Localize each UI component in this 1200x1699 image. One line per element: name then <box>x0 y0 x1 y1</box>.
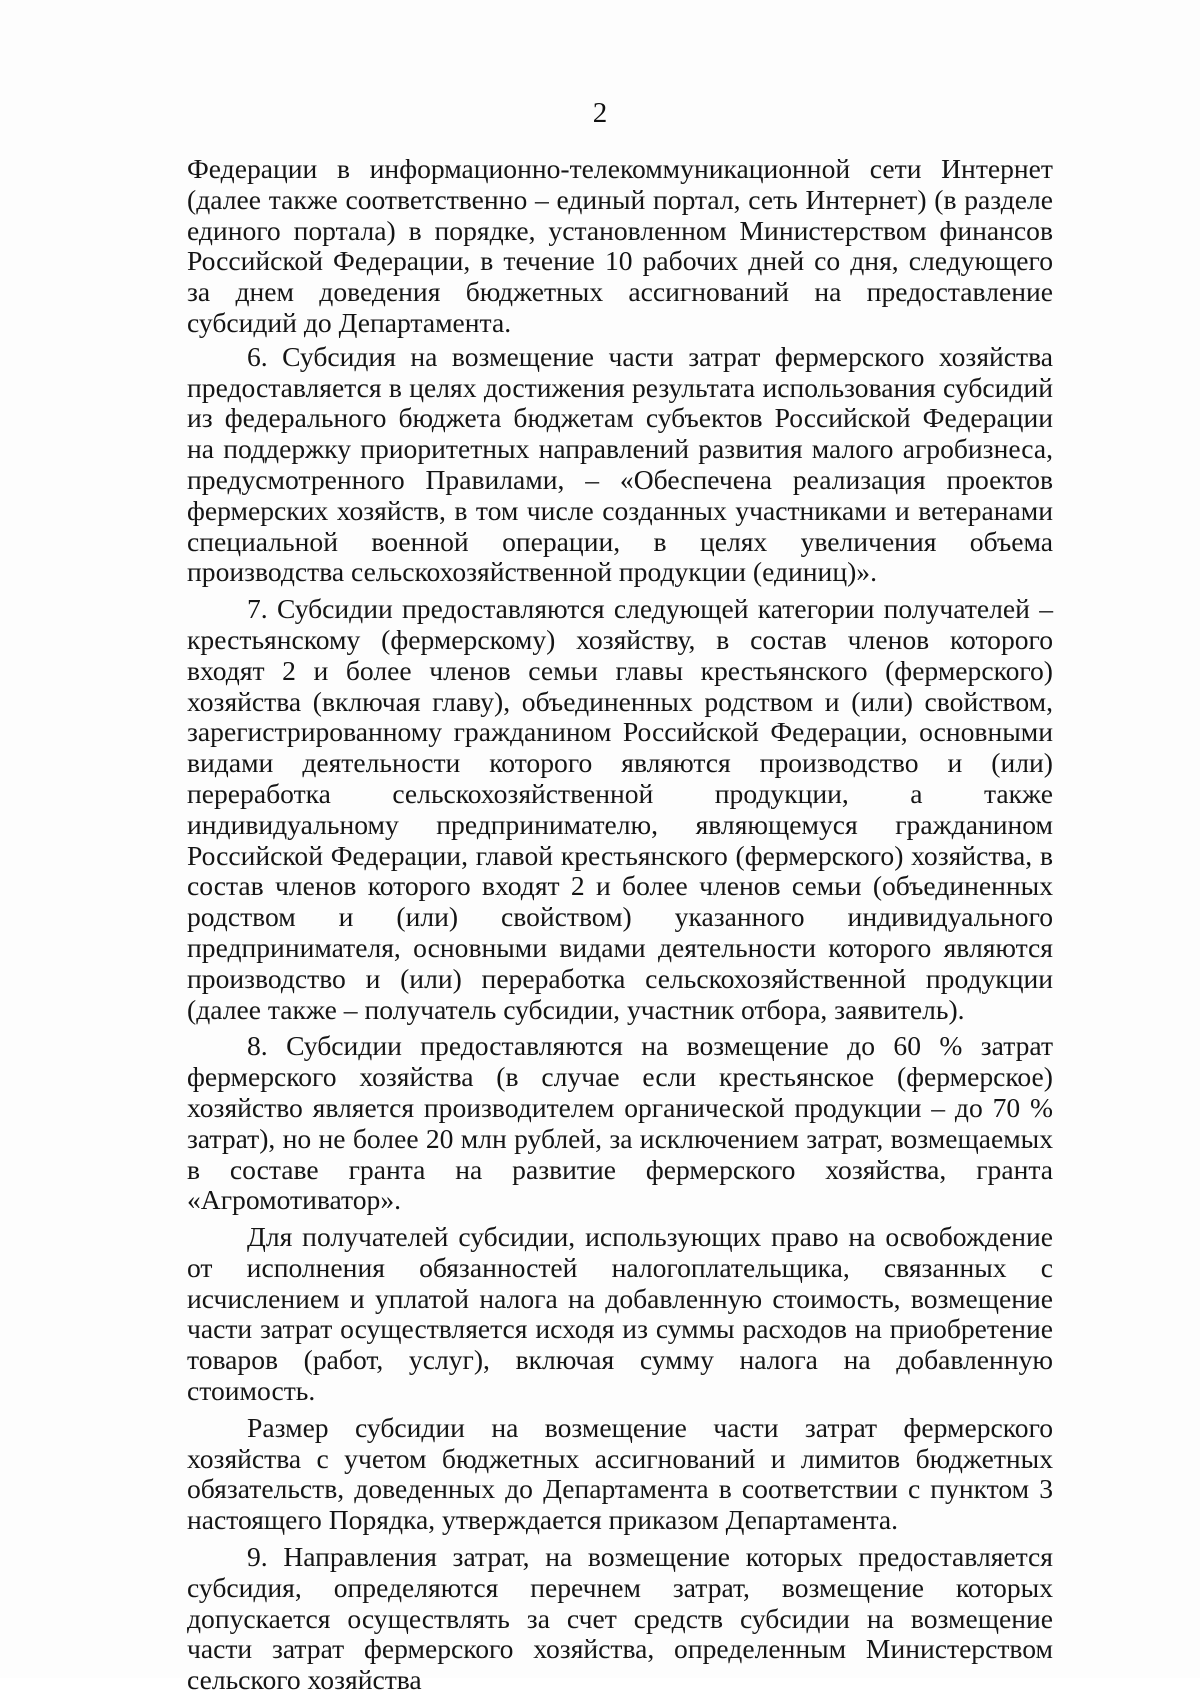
paragraph-vat-exemption: Для получателей субсидии, использующих право на освобождение от исполнения обязанностей налогоплательщика, связанных с исчислением и уплатой налога на добавленную стоимость, возмещение части затрат осуществляется исходя из суммы расходов на приобретение товаров (работ, услуг), включая сумму налога на добавленную стоимость. <box>187 1221 1053 1407</box>
paragraph-item-6: 6. Субсидия на возмещение части затрат фермерского хозяйства предоставляется в целях достижения результата использования субсидий из федерального бюджета бюджетам субъектов Российской Федерации на поддержку приоритетных направлений развития малого агробизнеса, предусмотренного Правилами, – «Обеспечена реализация проектов фермерских хозяйств, в том числе созданных участниками и ветеранами специальной военной операции, в целях увеличения объема производства сельскохозяйственной продукции (единиц)». <box>187 340 1053 588</box>
paragraph-continuation: Федерации в информационно-телекоммуникационной сети Интернет (далее также соответственно – единый портал, сеть Интернет) (в разделе единого портала) в порядке, установленном Министерством финансов Российской Федерации, в течение 10 рабочих дней со дня, следующего за днем доведения бюджетных ассигнований на предоставление субсидий до Департамента. <box>187 153 1053 338</box>
paragraph-item-7: 7. Субсидии предоставляются следующей категории получателей – крестьянскому (фермерскому) хозяйству, в состав членов которого входят 2 и более членов семьи главы крестьянского (фермерского) хозяйства (включая главу), объединенных родством и (или) свойством, зарегистрированному гражданином Российской Федерации, основными видами деятельности которого являются производство и (или) переработка сельскохозяйственной продукции, а также индивидуальному предпринимателю, являющемуся гражданином Российской Федерации, главой крестьянского (фермерского) хозяйства, в состав членов которого входят 2 и более членов семьи (объединенных родством и (или) свойством) указанного индивидуального предпринимателя, основными видами деятельности которого являются производство и (или) переработка сельскохозяйственной продукции (далее также – получатель субсидии, участник отбора, заявитель). <box>187 593 1053 1025</box>
page-number: 2 <box>592 97 608 129</box>
document-body <box>187 154 1053 1699</box>
paragraph-item-9: 9. Направления затрат, на возмещение которых предоставляется субсидия, определяются перечнем затрат, возмещение которых допускается осуществлять за счет средств субсидии на возмещение части затрат фермерского хозяйства, определенным Министерством сельского хозяйства <box>187 1541 1053 1696</box>
paragraph-item-8: 8. Субсидии предоставляются на возмещение до 60 % затрат фермерского хозяйства (в случае если крестьянское (фермерское) хозяйство является производителем органической продукции – до 70 % затрат), но не более 20 млн рублей, за исключением затрат, возмещаемых в составе гранта на развитие фермерского хозяйства, гранта «Агромотиватор». <box>187 1030 1053 1216</box>
paragraph-subsidy-size: Размер субсидии на возмещение части затрат фермерского хозяйства с учетом бюджетных ассигнований и лимитов бюджетных обязательств, доведенных до Департамента в соответствии с пунктом 3 настоящего Порядка, утверждается приказом Департамента. <box>187 1411 1053 1536</box>
